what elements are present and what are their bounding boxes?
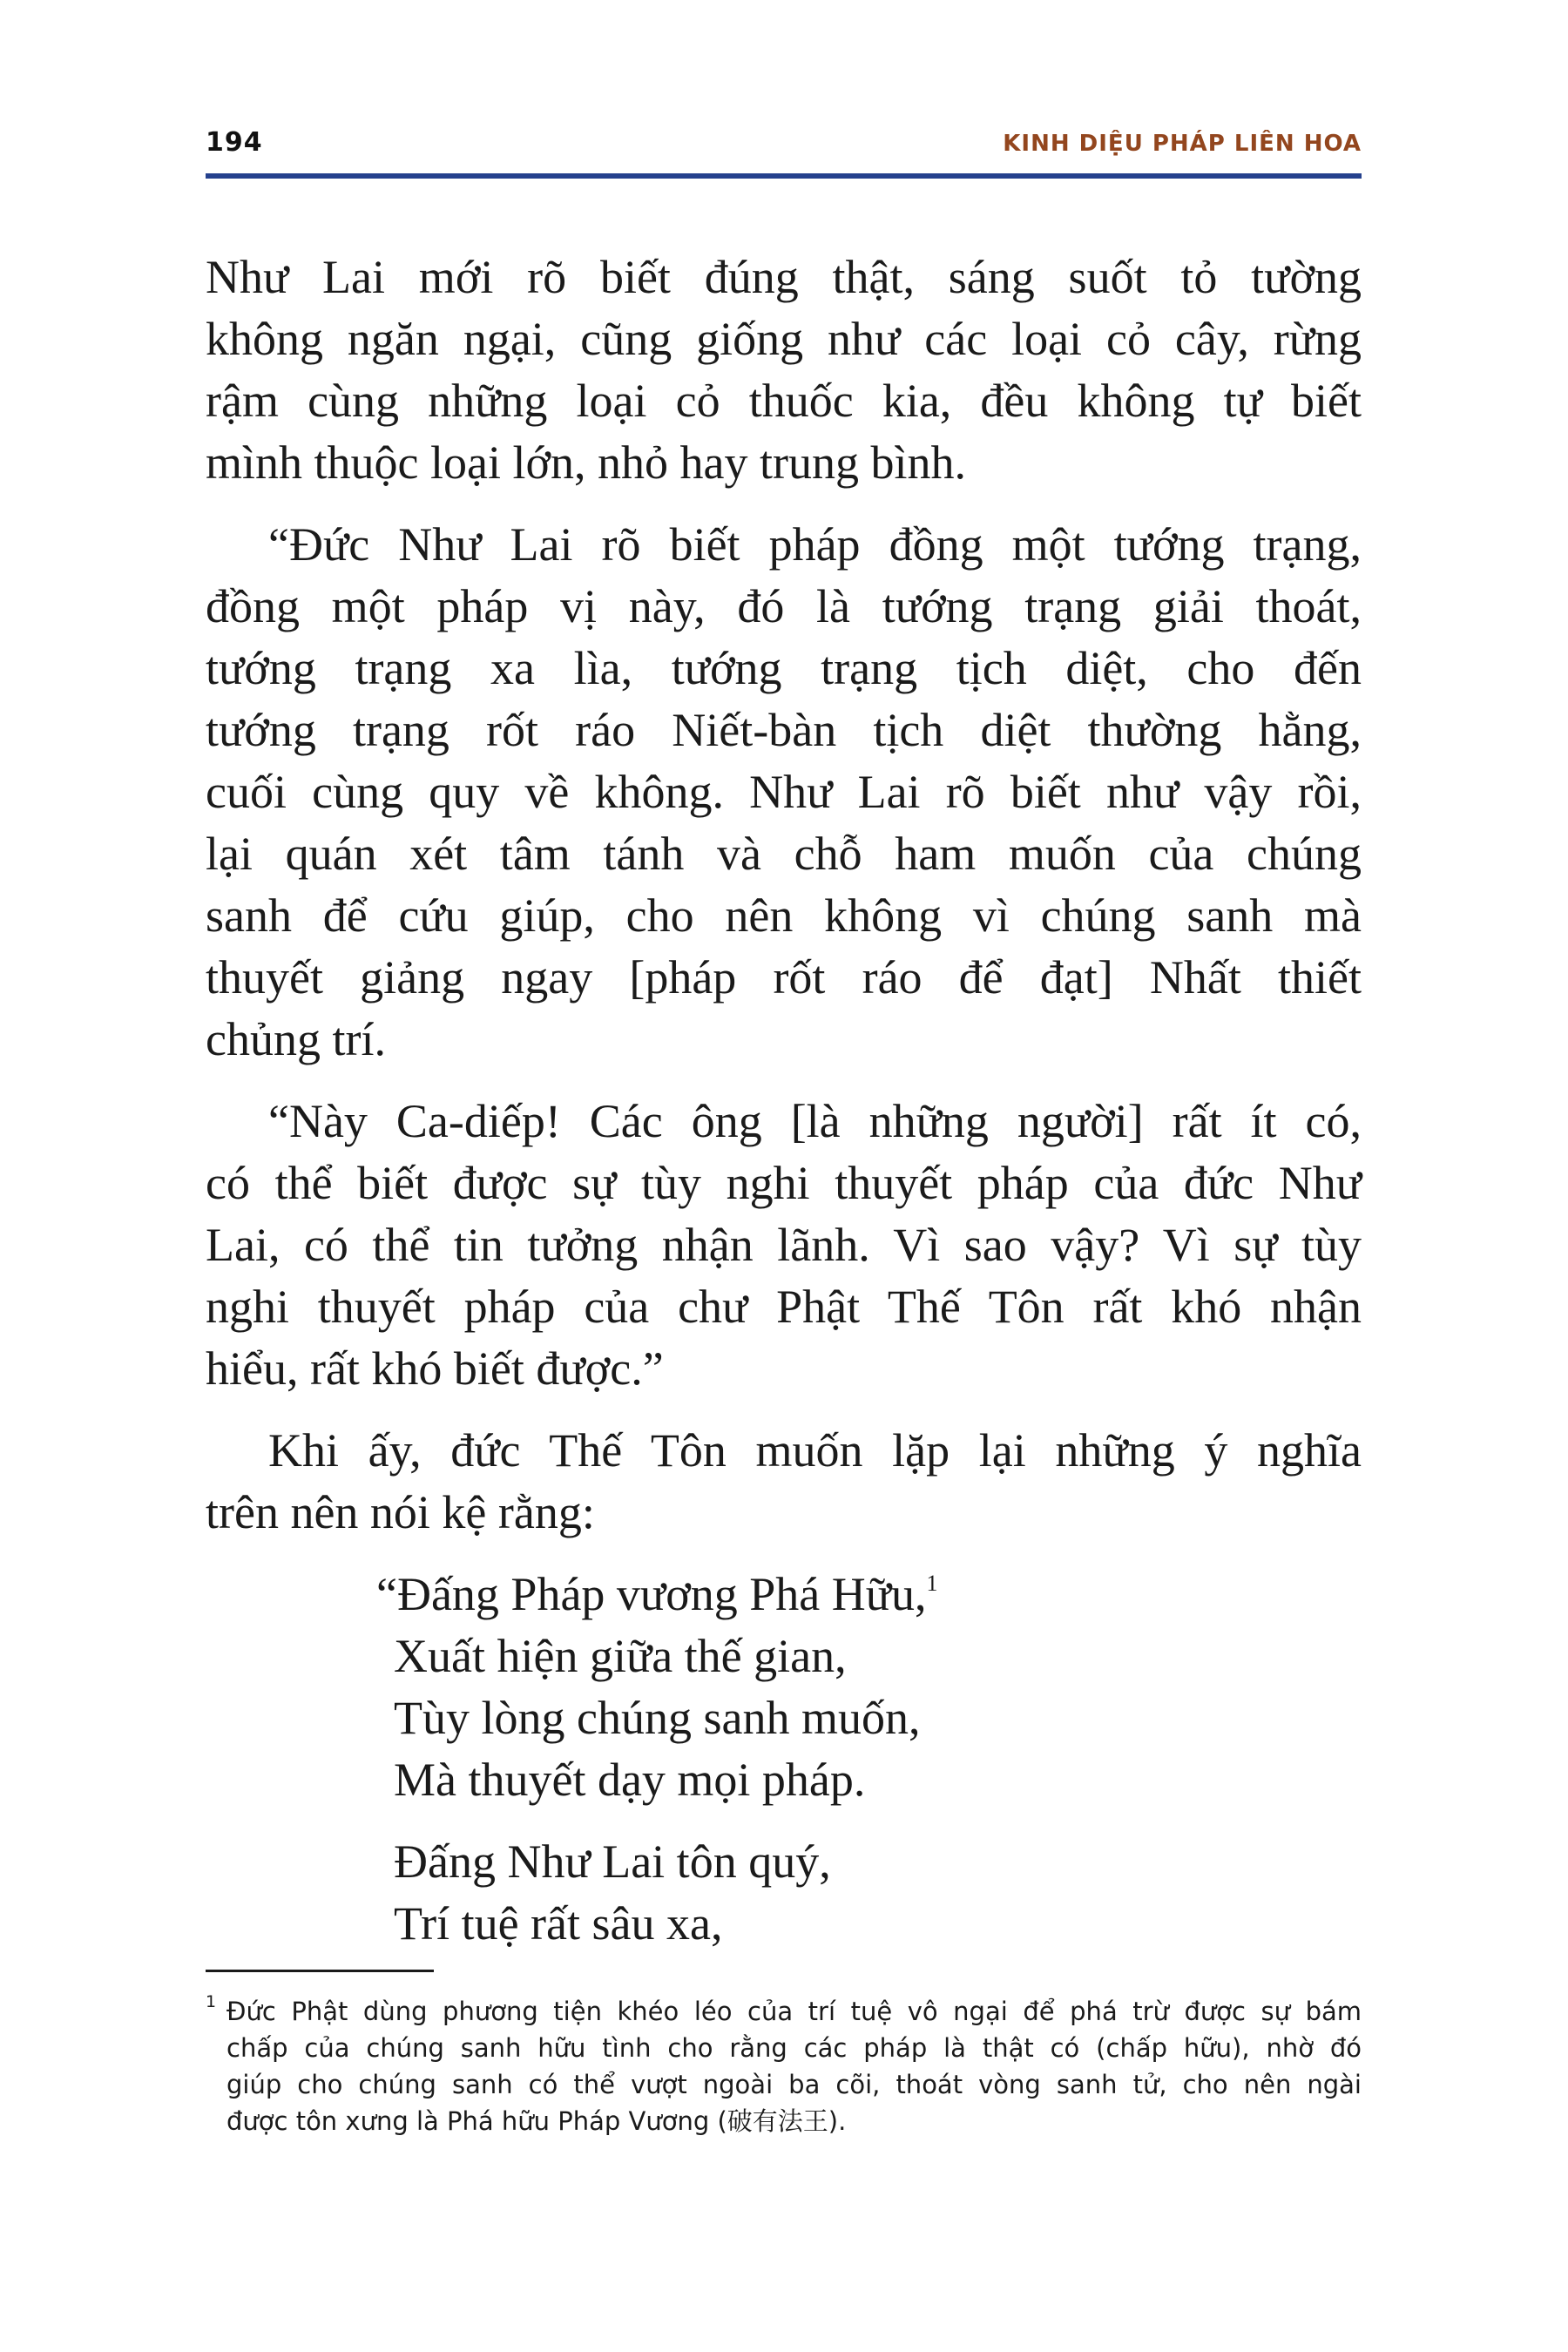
- paragraph-1-line: rậm cùng những loại cỏ thuốc kia, đều không tự biết: [206, 375, 1362, 427]
- paragraph-2-line: thuyết giảng ngay [pháp rốt ráo để đạt] Nhất thiết: [206, 951, 1362, 1004]
- paragraph-1-line: mình thuộc loại lớn, nhỏ hay trung bình.: [206, 436, 966, 489]
- paragraph-3-line: có thể biết được sự tùy nghi thuyết pháp của đức Như: [206, 1157, 1362, 1209]
- paragraph-3-line: nghi thuyết pháp của chư Phật Thế Tôn rất khó nhận: [206, 1281, 1362, 1333]
- footnote-line: được tôn xưng là Phá hữu Pháp Vương (破有法王).: [226, 2106, 847, 2136]
- footnote-number: 1: [206, 1992, 217, 2011]
- running-title: KINH DIỆU PHÁP LIÊN HOA: [1003, 131, 1362, 157]
- paragraph-1-line: không ngăn ngại, cũng giống như các loại cỏ cây, rừng: [206, 313, 1362, 365]
- paragraph-2-line: “Đức Như Lai rõ biết pháp đồng một tướng trạng,: [268, 518, 1362, 571]
- paragraph-2-line: lại quán xét tâm tánh và chỗ ham muốn của chúng: [206, 828, 1362, 880]
- verse-line: Đấng Như Lai tôn quý,: [394, 1835, 831, 1888]
- page-number: 194: [206, 127, 263, 158]
- verse-line: Xuất hiện giữa thế gian,: [394, 1630, 847, 1682]
- paragraph-2-line: đồng một pháp vị này, đó là tướng trạng giải thoát,: [206, 580, 1362, 632]
- paragraph-3-line: hiểu, rất khó biết được.”: [206, 1342, 664, 1395]
- paragraph-1-line: Như Lai mới rõ biết đúng thật, sáng suốt tỏ tường: [206, 251, 1362, 303]
- verse-line: Mà thuyết dạy mọi pháp.: [394, 1754, 866, 1806]
- verse-text: “Đấng Pháp vương Phá Hữu,: [376, 1568, 927, 1620]
- paragraph-2-line: cuối cùng quy về không. Như Lai rõ biết như vậy rồi,: [206, 766, 1362, 818]
- paragraph-4-line: Khi ấy, đức Thế Tôn muốn lặp lại những ý nghĩa: [268, 1424, 1362, 1477]
- footnote-line: chấp của chúng sanh hữu tình cho rằng các pháp là thật có (chấp hữu), nhờ đó: [226, 2033, 1362, 2063]
- footnote-line: giúp cho chúng sanh có thể vượt ngoài ba cõi, thoát vòng sanh tử, cho nên ngài: [226, 2070, 1362, 2099]
- page-header: [206, 127, 1362, 162]
- paragraph-2-line: tướng trạng xa lìa, tướng trạng tịch diệt, cho đến: [206, 642, 1362, 694]
- footnote-rule: [206, 1970, 434, 1972]
- paragraph-4-line: trên nên nói kệ rằng:: [206, 1486, 595, 1538]
- footnote-line: Đức Phật dùng phương tiện khéo léo của trí tuệ vô ngại để phá trừ được sự bám: [226, 1997, 1362, 2026]
- footnote-reference[interactable]: 1: [926, 1571, 938, 1596]
- paragraph-3-line: “Này Ca-diếp! Các ông [là những người] rất ít có,: [268, 1095, 1362, 1147]
- header-rule: [206, 173, 1362, 179]
- verse-line: Trí tuệ rất sâu xa,: [394, 1897, 723, 1950]
- paragraph-2-line: chủng trí.: [206, 1013, 386, 1065]
- verse-line: [376, 1564, 938, 1625]
- paragraph-2-line: tướng trạng rốt ráo Niết-bàn tịch diệt thường hằng,: [206, 704, 1362, 756]
- paragraph-3-line: Lai, có thể tin tưởng nhận lãnh. Vì sao vậy? Vì sự tùy: [206, 1219, 1362, 1271]
- paragraph-2-line: sanh để cứu giúp, cho nên không vì chúng sanh mà: [206, 889, 1362, 942]
- verse-line: Tùy lòng chúng sanh muốn,: [394, 1692, 921, 1744]
